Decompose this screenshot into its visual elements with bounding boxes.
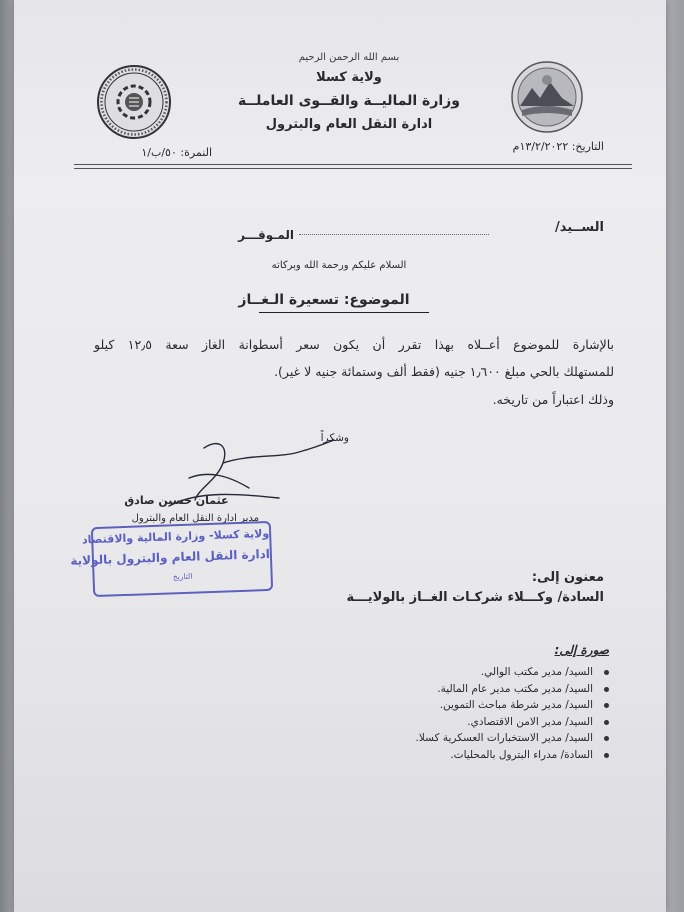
stamp-line-1: ولاية كسلا- وزارة المالية والاقتصاد [81,526,270,547]
subject-underline [259,312,429,313]
bullet-icon [604,753,609,758]
header-divider [74,164,632,165]
addressee-respected: المـوقـــر [238,228,294,242]
stamp-line-3: التاريخ [172,571,193,582]
list-item [394,681,609,698]
copy-item-text: السيد/ مدير مكتب مدير عام المالية. [437,682,593,695]
header-department: ادارة النقل العام والبترول [265,117,433,132]
list-item [394,664,609,681]
signer-title: مدير ادارة النقل العام والبترول [131,513,259,524]
body-paragraph-1: بالإشارة للموضوع أعــلاه بهذا تقرر أن يكون سعر أسطوانة الغاز سعة ١٢٫٥ كيلو [94,337,614,352]
official-stamp [70,521,273,597]
list-item [394,714,609,731]
greeting: السلام عليكم ورحمة الله وبركاته [271,260,407,271]
addressed-to-label: معنون إلى: [531,570,604,585]
copy-item-text: السيد/ مدير شرطة مباحث التموين. [439,699,593,711]
subject-line: الموضوع: تسعيرة الـغــاز [238,292,410,308]
list-item [394,697,609,714]
copy-item-text: السيد/ مدير مكتب الوالي. [480,666,593,678]
closing-thanks: وشكراً [320,432,349,444]
basmala: بسم الله الرحمن الرحيم [298,52,400,63]
body-paragraph-3: وذلك اعتباراً من تاريخه. [492,392,614,407]
addressee-label: الســيد/ [554,220,604,235]
copies-list [394,664,609,763]
copy-item-text: السيد/ مدير الامن الاقتصادي. [467,715,593,728]
bullet-icon [604,720,609,725]
bullet-icon [604,736,609,741]
letter-date: التاريخ: ١٣/٢/٢٠٢٢م [512,140,604,153]
signer-name: عثمان حسين صادق [124,494,229,507]
header-ministry: وزارة الماليــة والقــوى العاملــة [238,93,460,109]
ministry-seal-icon [96,64,172,140]
state-emblem-icon [510,60,584,134]
bullet-icon [604,687,609,692]
copy-item-text: السادة/ مدراء البترول بالمحليات. [450,748,593,761]
addressed-to-line: السادة/ وكـــلاء شركـات الغــاز بالولايـــة [346,590,604,605]
stamp-line-2: ادارة النقل العام والبترول بالولاية [70,546,271,568]
body-paragraph-2: للمستهلك بالحي مبلغ ١٫٦٠٠ جنيه (فقط ألف وستمائة جنيه لا غير). [274,364,614,379]
list-item [394,747,609,764]
copy-item-text: السيد/ مدير الاستخبارات العسكرية كسلا. [415,732,593,744]
addressee-dotted-line [299,224,489,235]
header-state: ولاية كسلا [316,70,382,85]
copies-label: صورة إلى: [554,643,609,657]
bullet-icon [604,703,609,708]
header-divider-double [74,168,632,169]
document-sheet [14,0,666,912]
reference-number: النمرة: ٥٠/ب/١ [141,146,212,159]
bullet-icon [604,670,609,675]
list-item [394,730,609,747]
